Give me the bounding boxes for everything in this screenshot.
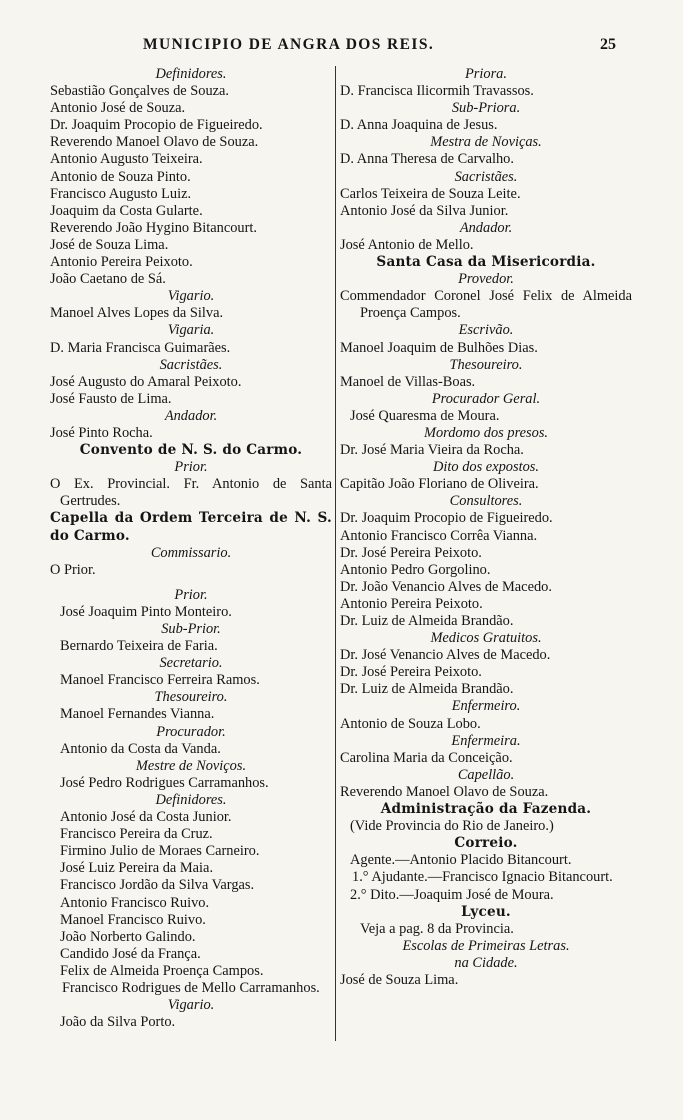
list-item: Dr. José Pereira Peixoto. [340, 664, 482, 681]
section-heading: Thesoureiro. [449, 356, 523, 373]
list-item: José Luiz Pereira da Maia. [60, 860, 214, 877]
column-divider [335, 66, 336, 1041]
list-item: O Ex. Provincial. Fr. Antonio de Santa Gertrudes. [50, 476, 332, 510]
list-item: Reverendo Manoel Olavo de Souza. [50, 134, 259, 151]
list-item: 1.° Ajudante.—Francisco Ignacio Bitancourt. [352, 869, 613, 886]
section-heading: Consultores. [449, 493, 523, 510]
list-item: Antonio José da Silva Junior. [340, 202, 509, 219]
list-item: Capitão João Floriano de Oliveira. [340, 476, 539, 493]
list-item: José Joaquim Pinto Monteiro. [60, 603, 232, 620]
list-item: Dr. José Maria Vieira da Rocha. [340, 442, 524, 459]
section-heading: Procurador. [156, 723, 226, 740]
section-heading: Dito dos expostos. [433, 459, 539, 476]
section-heading: Procurador Geral. [431, 390, 541, 407]
page-number: 25 [600, 36, 616, 53]
section-heading: Enfermeira. [451, 732, 521, 749]
section-heading: Thesoureiro. [154, 689, 228, 706]
list-item: Manoel Francisco Ferreira Ramos. [60, 672, 260, 689]
list-item: José Augusto do Amaral Peixoto. [50, 373, 242, 390]
list-item: Antonio de Souza Pinto. [50, 168, 191, 185]
list-item: João Norberto Galindo. [60, 928, 196, 945]
list-item: Candido José da França. [60, 945, 201, 962]
list-item: Francisco Augusto Luiz. [50, 185, 192, 202]
section-heading: Prior. [174, 586, 208, 603]
list-item: Antonio Pedro Gorgolino. [340, 561, 491, 578]
list-item: D. Francisca Ilicormih Travassos. [340, 83, 534, 100]
section-heading: Enfermeiro. [451, 698, 521, 715]
section-heading: Secretario. [159, 655, 223, 672]
section-heading: Commissario. [150, 544, 232, 561]
list-item: Francisco Rodrigues de Mello Carramanhos. [62, 979, 320, 996]
section-heading: Vigaria. [167, 322, 215, 339]
section-heading: Sub-Priora. [451, 100, 521, 117]
institution-heading: Correio. [454, 835, 518, 852]
list-item: Manoel de Villas-Boas. [340, 373, 476, 390]
list-item: Antonio Pereira Peixoto. [340, 595, 483, 612]
list-item: Agente.—Antonio Placido Bitancourt. [350, 852, 572, 869]
section-heading: Sacristães. [454, 168, 518, 185]
list-item: João da Silva Porto. [60, 1014, 176, 1031]
institution-heading: Administração da Fazenda. [380, 801, 592, 818]
list-item: Dr. Joaquim Procopio de Figueiredo. [50, 117, 263, 134]
list-item: Antonio de Souza Lobo. [340, 715, 481, 732]
right-column [340, 66, 632, 989]
list-item: Manoel Fernandes Vianna. [60, 706, 215, 723]
list-item: Reverendo João Hygino Bitancourt. [50, 219, 258, 236]
list-item: José de Souza Lima. [50, 236, 169, 253]
consultores-list [340, 510, 632, 630]
section-heading: Andador. [164, 407, 218, 424]
list-item: Manoel Francisco Ruivo. [60, 911, 206, 928]
list-item: Firmino Julio de Moraes Carneiro. [60, 843, 260, 860]
list-item: José Fausto de Lima. [50, 390, 172, 407]
list-item: Antonio José da Costa Junior. [60, 809, 232, 826]
section-heading: Prior. [174, 459, 208, 476]
list-item: Antonio Francisco Ruivo. [60, 894, 210, 911]
list-item: Joaquim da Costa Gularte. [50, 202, 203, 219]
section-heading: Sub-Prior. [161, 621, 221, 637]
list-item: Antonio Augusto Teixeira. [50, 151, 203, 168]
section-heading: Capellão. [457, 766, 515, 783]
section-heading: Escolas de Primeiras Letras. [402, 937, 570, 954]
section-heading: Definidores. [155, 66, 227, 82]
list-item: Dr. Luiz de Almeida Brandão. [340, 681, 514, 698]
section-heading: Mestre de Noviços. [135, 757, 247, 774]
list-item: João Caetano de Sá. [50, 271, 166, 288]
list-item: Francisco Pereira da Cruz. [60, 826, 213, 843]
section-heading: Priora. [465, 66, 507, 82]
section-heading: Medicos Gratuitos. [430, 630, 542, 647]
list-item: Carlos Teixeira de Souza Leite. [340, 185, 521, 202]
list-item: D. Maria Francisca Guimarães. [50, 339, 231, 356]
institution-heading: Capella da Ordem Terceira de N. S. do Carmo. [50, 510, 332, 544]
list-item: Dr. Joaquim Procopio de Figueiredo. [340, 510, 553, 527]
list-item: Manoel Alves Lopes da Silva. [50, 305, 224, 322]
list-item: Sebastião Gonçalves de Souza. [50, 83, 230, 100]
list-item: Antonio José de Souza. [50, 100, 186, 117]
section-heading: Provedor. [458, 271, 514, 288]
section-heading: Vigario. [167, 997, 215, 1014]
list-item: 2.° Dito.—Joaquim José de Moura. [350, 886, 554, 903]
list-item: José Pinto Rocha. [50, 424, 153, 441]
definidores-list-2 [50, 809, 332, 997]
section-heading: Definidores. [155, 791, 227, 808]
section-heading: Mestra de Noviças. [430, 134, 542, 151]
list-item: Manoel Joaquim de Bulhões Dias. [340, 339, 538, 356]
list-item: D. Anna Theresa de Carvalho. [340, 151, 514, 168]
list-item: Reverendo Manoel Olavo de Souza. [340, 783, 549, 800]
list-item: Francisco Jordão da Silva Vargas. [60, 877, 255, 894]
section-heading: Mordomo dos presos. [423, 424, 549, 441]
list-item: Dr. João Venancio Alves de Macedo. [340, 578, 552, 595]
list-item: José Quaresma de Moura. [350, 407, 500, 424]
institution-heading: Convento de N. S. do Carmo. [79, 442, 303, 459]
list-item: O Prior. [50, 561, 96, 578]
list-item: Veja a pag. 8 da Provincia. [360, 920, 514, 937]
list-item: Carolina Maria da Conceição. [340, 749, 513, 766]
list-item: (Vide Provincia do Rio de Janeiro.) [350, 818, 554, 835]
list-item: Antonio Francisco Corrêa Vianna. [340, 527, 538, 544]
list-item: José Pedro Rodrigues Carramanhos. [60, 774, 269, 791]
left-column [50, 66, 332, 1031]
section-heading: Sacristães. [159, 356, 223, 373]
list-item: Antonio da Costa da Vanda. [60, 740, 221, 757]
institution-heading: Santa Casa da Misericordia. [376, 254, 596, 271]
list-item: Dr. José Pereira Peixoto. [340, 544, 482, 561]
section-heading: na Cidade. [454, 954, 518, 971]
list-item: Bernardo Teixeira de Faria. [60, 638, 218, 655]
definidores-list-1 [50, 83, 332, 288]
list-item: José Antonio de Mello. [340, 236, 474, 253]
list-item: D. Anna Joaquina de Jesus. [340, 117, 498, 134]
running-title: MUNICIPIO DE ANGRA DOS REIS. [143, 36, 435, 53]
list-item: Dr. Luiz de Almeida Brandão. [340, 613, 514, 629]
list-item: Antonio Pereira Peixoto. [50, 254, 193, 271]
list-item: Dr. José Venancio Alves de Macedo. [340, 647, 551, 664]
list-item: Felix de Almeida Proença Campos. [60, 962, 264, 979]
list-item: José de Souza Lima. [340, 971, 459, 988]
page-header [0, 36, 683, 60]
section-heading: Escrivão. [458, 322, 514, 339]
list-item: Commendador Coronel José Felix de Almeida Proença Campos. [340, 288, 632, 322]
section-heading: Andador. [459, 219, 513, 236]
section-heading: Vigario. [167, 288, 215, 305]
institution-heading: Lyceu. [461, 903, 511, 920]
